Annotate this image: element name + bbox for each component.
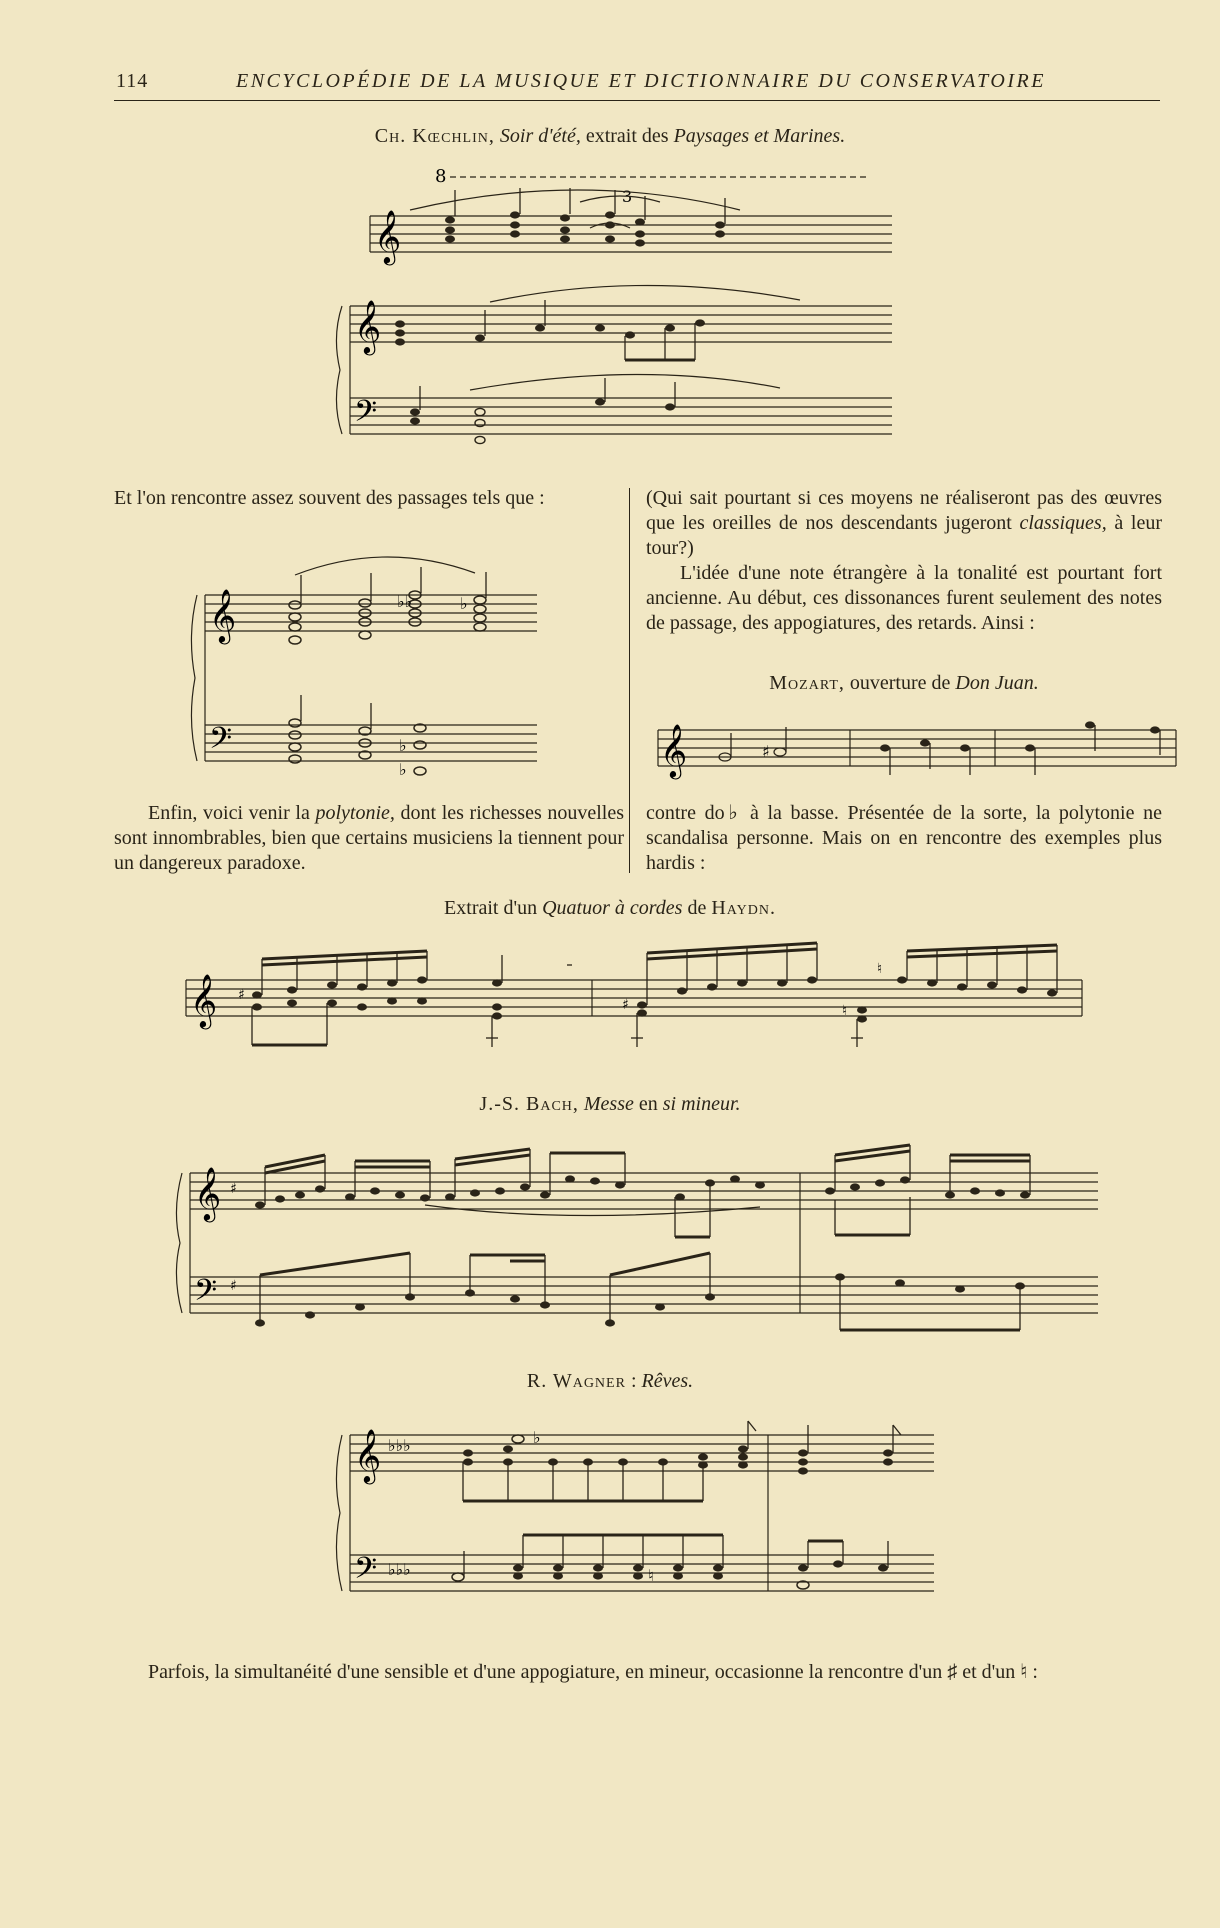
score-bach [170, 1125, 1105, 1350]
paragraph-sensible: Parfois, la simultanéité d'une sensible et d'une appogiature, en mineur, occasionne la rencontre d'un ♯ et d'un ♮ : [148, 1661, 1038, 1683]
work-haydn: Quatuor à cordes [542, 897, 683, 919]
paragraph-classiques [646, 486, 1162, 561]
page-number: 114 [116, 70, 149, 92]
score-wagner [328, 1405, 940, 1625]
paragraph-note-etrangere: L'idée d'une note étrangère à la tonalité est pourtant fort ancienne. Au début, ces dissonances furent seulement des notes de passage, des appogiatures, des retards. Ainsi : [646, 562, 1162, 634]
treble-clef: 𝄞 [660, 723, 688, 777]
natural-sign: ♮ [842, 1003, 848, 1019]
bass-clef: 𝄢 [194, 1274, 218, 1315]
caption-wagner [220, 1370, 1000, 1393]
paragraph-polytonie [114, 801, 624, 876]
header-rule [114, 100, 1160, 101]
work-wagner: Rêves. [641, 1370, 694, 1392]
treble-clef: 𝄞 [194, 1166, 222, 1220]
ottava-mark: 8 [435, 166, 447, 187]
treble-clef: 𝄞 [354, 1428, 382, 1482]
composer-wagner: R. Wagner [526, 1370, 626, 1392]
sharp-sign: ♯ [230, 1278, 237, 1294]
caption-bach [220, 1093, 1000, 1116]
flat-sign: ♭ [399, 736, 407, 755]
paragraph-scandalisa: contre do♭ à la basse. Présentée de la sorte, la polytonie ne scandalisa personne. Mais on en rencontre des exemples plus hardis : [646, 802, 1162, 874]
work-bach: Messe [578, 1093, 634, 1115]
sharp-sign: ♯ [762, 742, 770, 761]
caption-koechlin [220, 125, 1000, 148]
score-mozart [650, 705, 1180, 785]
running-title: ENCYCLOPÉDIE DE LA MUSIQUE ET DICTIONNAIRE DU CONSERVATOIRE [236, 70, 1046, 92]
caption-mozart [646, 672, 1162, 695]
flat-sign: ♭♭♭ [388, 1560, 411, 1579]
key-bach: si mineur. [662, 1093, 741, 1115]
composer-mozart: Mozart, [769, 672, 845, 694]
collection-koechlin: Paysages et Marines. [673, 125, 846, 147]
score-passages [185, 545, 545, 785]
notes [395, 211, 725, 443]
sharp-sign: ♯ [622, 997, 629, 1013]
classiques-term: classiques, [1019, 512, 1107, 534]
connector-haydn: de [682, 897, 712, 919]
connector-koechlin: extrait des [580, 125, 674, 147]
connector-mozart: ouverture de [844, 672, 956, 694]
flat-sign: ♭ [533, 1428, 541, 1447]
work-koechlin: Soir d'été, [499, 125, 581, 147]
column-rule [629, 488, 630, 873]
treble-clef: 𝄞 [354, 299, 382, 353]
classiques-text-end: à leur tour?) [646, 512, 1162, 559]
flat-sign: ♭ [399, 760, 407, 779]
composer-bach: J.-S. Bach, [479, 1093, 579, 1115]
natural-sign: ♮ [877, 961, 883, 977]
fingering-mark: 3 [622, 187, 633, 206]
polytonie-text-end: dont les richesses nouvelles sont innombrables, bien que certains musiciens la tiennent pour un dangereux paradoxe. [114, 802, 625, 874]
treble-clef: 𝄞 [209, 588, 237, 642]
haydn-prefix: Extrait d'un [444, 897, 543, 919]
paragraph-intro: Et l'on rencontre assez souvent des passages tels que : [114, 487, 545, 509]
composer-haydn: Haydn. [711, 897, 776, 919]
bass-clef: 𝄢 [354, 1552, 378, 1593]
treble-clef: 𝄞 [374, 209, 402, 263]
sharp-sign: ♯ [238, 987, 245, 1003]
polytonie-text-start: Enfin, voici venir la [148, 802, 316, 824]
classiques-text-start: (Qui sait pourtant si ces moyens ne réaliseront pas des œuvres que les oreilles de nos descendants jugeront [646, 487, 1162, 534]
bass-clef: 𝄢 [209, 722, 233, 763]
caption-haydn [220, 897, 1000, 920]
flat-sign: ♭♭ [397, 592, 413, 611]
composer-koechlin: Ch. Kœchlin, [374, 125, 495, 147]
flat-sign: ♭ [460, 594, 468, 613]
bass-clef: 𝄢 [354, 395, 378, 436]
score-koechlin [340, 160, 900, 445]
score-haydn [182, 935, 1087, 1060]
connector-wagner: : [625, 1370, 642, 1392]
flat-sign: ♭♭♭ [388, 1436, 411, 1455]
polytonie-term: polytonie, [315, 802, 395, 824]
sharp-sign: ♯ [230, 1181, 237, 1197]
treble-clef: 𝄞 [190, 973, 218, 1027]
work-mozart: Don Juan. [955, 672, 1039, 694]
connector-bach: en [633, 1093, 663, 1115]
natural-sign: ♮ [648, 1566, 654, 1585]
